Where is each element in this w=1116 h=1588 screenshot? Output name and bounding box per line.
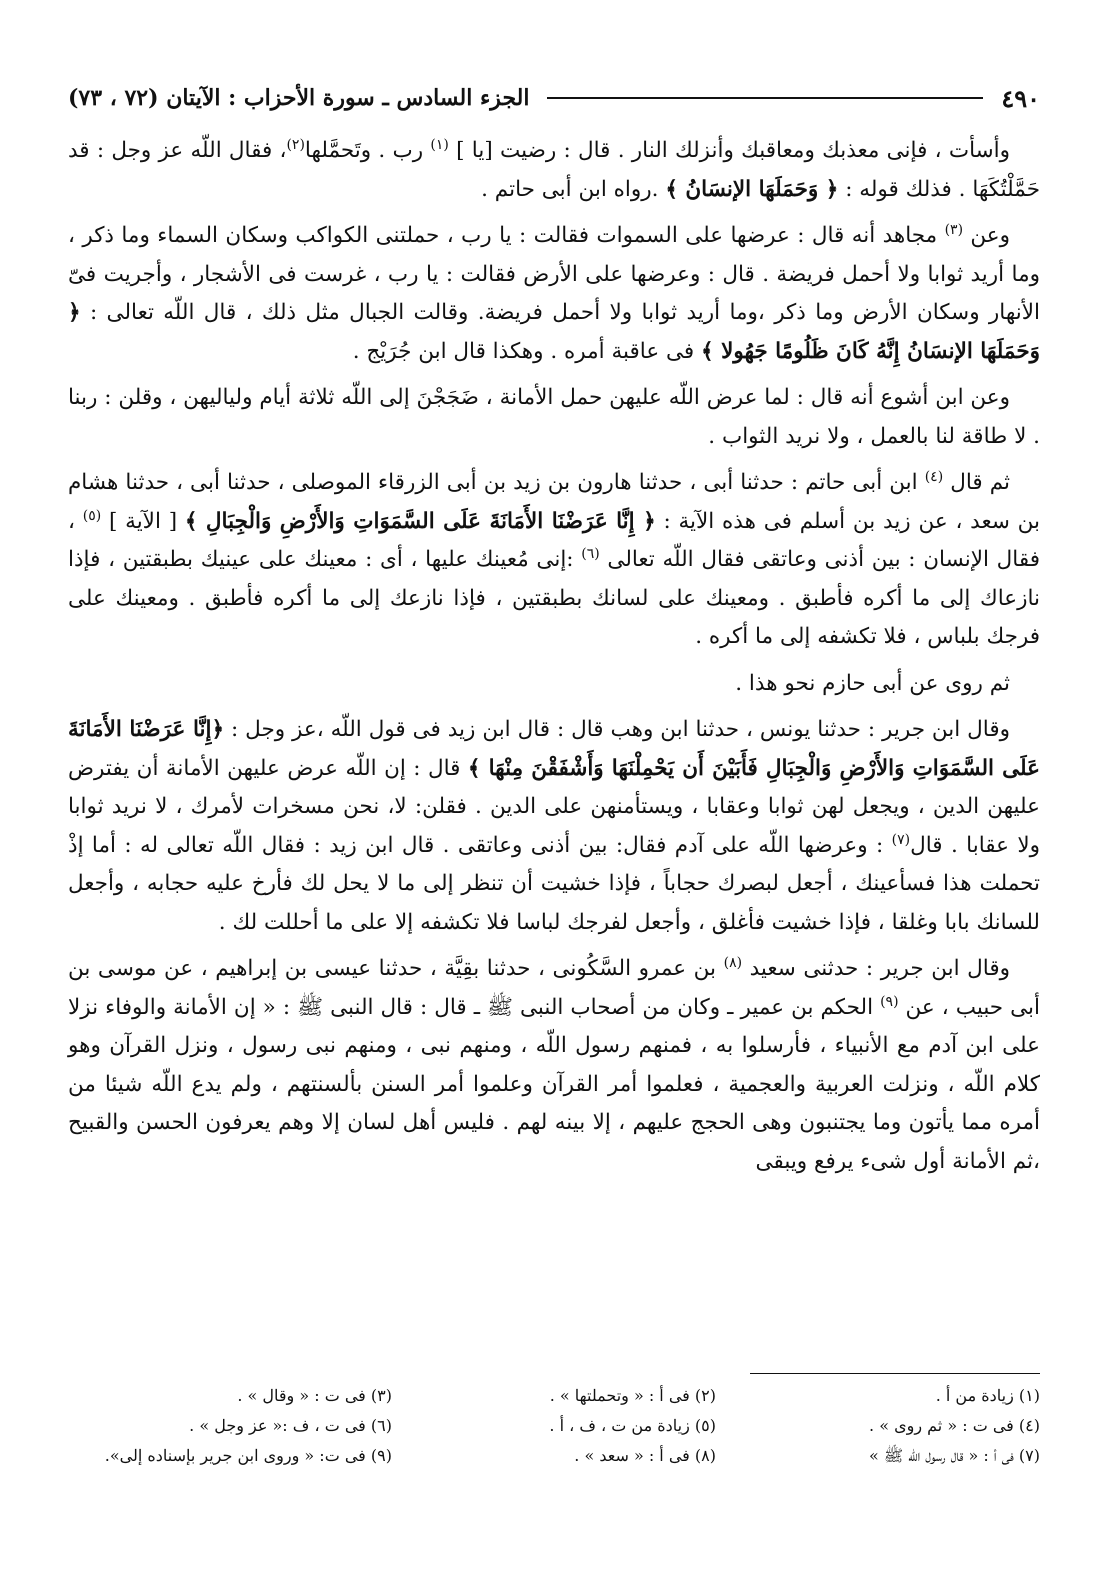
footnote: (٨) فى أ : « سعد » . xyxy=(574,1446,716,1465)
paragraph-text: الحكم بن عمير ـ وكان من أصحاب النبى ﷺ ـ قال : قال النبى ﷺ : « إن الأمانة والوفاء نزلا على ابن آدم مع الأنبياء ، فأرسلوا به ، فمنهم رسول اللّه ، ومنهم نبى ، ومنهم نبى رسول ، ونزل القرآن وهو كلام اللّه ، ونزلت العربية والعجمية ، فعلموا أمر القرآن وعلموا أمر السنن بألسنتهم ، ولم يدع اللّه شيئا من أمره مما يأتون وما يجتنبون وهى الحجج عليهم ، إلا بينه لهم . فليس أهل لسان إلا وهم يعرفون الحسن والقبيح ،ثم الأمانة أول شىء يرفع ويبقى xyxy=(68,994,1040,1174)
footnote: (٤) فى ت : « ثم روى » . xyxy=(869,1416,1040,1435)
paragraph-text: قال : إن اللّه عرض عليهن الأمانة أن يفترض عليهن الدين ، ويجعل لهن ثوابا وعقابا ، ويستأمنهن على الدين . فقلن: لا، نحن مسخرات لأمرك ، لا نريد ثوابا ولا عقابا . قال xyxy=(68,755,1040,858)
paragraph-text: :إنى مُعينك عليها ، أى : معينك على عينيك بطبقتين ، فإذا نازعاك إلى ما أكره فأطبق . ومعينك على لسانك بطبقتين ، فإذا نازعك إلى ما أكره فأطبق . ومعينك على فرجك بلباس ، فلا تكشفه إلى ما أكره . xyxy=(68,547,1040,649)
footnote: (١) زيادة من أ . xyxy=(935,1386,1040,1405)
header-rule xyxy=(547,97,983,99)
footnote: (٩) فى ت: « وروى ابن جرير بإسناده إلى». xyxy=(104,1446,392,1465)
paragraph-text: .رواه ابن أبى حاتم . xyxy=(481,176,666,202)
footnote-marker: (٣) xyxy=(944,221,964,238)
footnote-marker: (٩) xyxy=(880,993,899,1010)
paragraph xyxy=(68,217,1040,371)
footnote: (٦) فى ت ، ف :« عز وجل » . xyxy=(189,1416,392,1435)
paragraph-text: ثم روى عن أبى حازم نحو هذا . xyxy=(735,670,1010,696)
footnote-marker: (٢) xyxy=(286,136,305,153)
paragraph-text: رب . وتَحمَّلها xyxy=(304,138,431,163)
paragraph xyxy=(68,711,1040,942)
page-number: ٤٩٠ xyxy=(1001,83,1040,113)
quran-verse: ﴿إِنَّا عَرَضْنَا الأَمَانَةَ عَلَى السَّمَوَاتِ وَالأَرْضِ وَالْجِبَالِ فَأَبَيْنَ أَن يَحْمِلْنَهَا وَأَشْفَقْنَ مِنْهَا ﴾ xyxy=(68,717,1040,781)
quran-verse: ﴿ وَحَمَلَهَا الإنسَانُ ﴾ xyxy=(665,176,839,202)
footnote: (٣) فى ت : « وقال » . xyxy=(237,1386,392,1405)
paragraph-text: : وعرضها اللّه على آدم فقال: بين أذنى وعاتقى . قال ابن زيد : فقال اللّه تعالى له : أما إذْ تحملت هذا فسأعينك ، أجعل لبصرك حجاباً ، فإذا خشيت أن تنظر إلى ما لا يحل لك فأرخ عليه حجابه ، وأجعل للسانك بابا وغلقا ، فإذا خشيت فأغلق ، وأجعل لفرجك لباسا فلا تكشفه إلا على ما أحللت لك . xyxy=(68,832,1040,935)
footnote-marker: (٦) xyxy=(581,545,600,562)
paragraph-text: وعن xyxy=(963,223,1010,248)
paragraph-text: فى عاقبة أمره . وهكذا قال ابن جُرَيْج . xyxy=(352,338,702,364)
footnotes xyxy=(68,1381,1040,1471)
paragraph xyxy=(68,464,1040,657)
paragraph-text: وقال ابن جرير : حدثنى سعيد xyxy=(742,956,1010,981)
page-header xyxy=(68,78,1040,118)
paragraph-text: ، فقال اللّه عز وجل : قد حَمَّلْتُكَهَا . فذلك قوله : xyxy=(68,138,1040,202)
paragraph xyxy=(68,379,1040,456)
footnote-marker: (١) xyxy=(430,136,449,153)
body-text xyxy=(68,132,1040,1181)
running-title: الجزء السادس ـ سورة الأحزاب : الآيتان (٧٢ ، ٧٣) xyxy=(68,85,530,111)
footnote-marker: (٧) xyxy=(891,831,911,848)
paragraph-text: [ الآية ] xyxy=(101,508,185,534)
quran-verse: ﴿ وَحَمَلَهَا الإنسَانُ إِنَّهُ كَانَ ظَلُومًا جَهُولا ﴾ xyxy=(68,300,1040,364)
paragraph-text: وعن ابن أشوع أنه قال : لما عرض اللّه عليهن حمل الأمانة ، ضَجَجْنَ إلى اللّه ثلاثة أيام ولياليهن ، وقلن : ربنا . لا طاقة لنا بالعمل ، ولا نريد الثواب . xyxy=(68,385,1040,449)
paragraph-text: مجاهد أنه قال : عرضها على السموات فقالت : يا رب ، حملتنى الكواكب وسكان السماء وما ذكر ، وما أريد ثوابا ولا أحمل فريضة . قال : وعرضها على الأرض فقالت : يا رب ، غرست فى الأشجار ، وأجريت فىّ الأنهار وسكان الأرض وما ذكر ،وما أريد ثوابا ولا أحمل فريضة. وقالت الجبال مثل ذلك ، قال اللّه تعالى : xyxy=(68,223,1040,325)
paragraph-text: وقال ابن جرير : حدثنا يونس ، حدثنا ابن وهب قال : قال ابن زيد فى قول اللّه ،عز وجل : xyxy=(224,717,1011,742)
paragraph-text: وأسأت ، فإنى معذبك ومعاقبك وأنزلك النار . قال : رضيت [يا ] xyxy=(448,138,1010,163)
paragraph xyxy=(68,665,1040,704)
paragraph-text: ابن أبى حاتم : حدثنا أبى ، حدثنا هارون بن زيد بن أبى الزرقاء الموصلى ، حدثنا أبى ، حدثنا هشام بن سعد ، عن زيد بن أسلم فى هذه الآية : xyxy=(68,470,1040,534)
paragraph-text: بن عمرو السَّكُونى ، حدثنا بقِيَّة ، حدثنا عيسى بن إبراهيم ، عن موسى بن أبى حبيب ، عن xyxy=(68,956,1040,1020)
paragraph xyxy=(68,132,1040,209)
footnote-marker: (٨) xyxy=(723,954,743,971)
paragraph-text: ، فقال الإنسان : بين أذنى وعاتقى فقال اللّه تعالى xyxy=(68,508,1040,572)
footnote-rule xyxy=(750,1373,1040,1374)
footnote-marker: (٤) xyxy=(924,468,944,485)
document-page xyxy=(68,78,1040,1498)
footnote: (٢) فى أ : « وتحملتها » . xyxy=(549,1386,716,1405)
footnote: (٧) فى أ : « قال رسول اللّه ﷺ » xyxy=(868,1446,1040,1465)
footnote: (٥) زيادة من ت ، ف ، أ . xyxy=(549,1416,716,1435)
paragraph-text: ثم قال xyxy=(943,470,1010,495)
footnote-marker: (٥) xyxy=(82,507,102,524)
paragraph xyxy=(68,950,1040,1181)
quran-verse: ﴿ إِنَّا عَرَضْنَا الأَمَانَةَ عَلَى السَّمَوَاتِ وَالأَرْضِ وَالْجِبَالِ ﴾ xyxy=(184,508,656,534)
